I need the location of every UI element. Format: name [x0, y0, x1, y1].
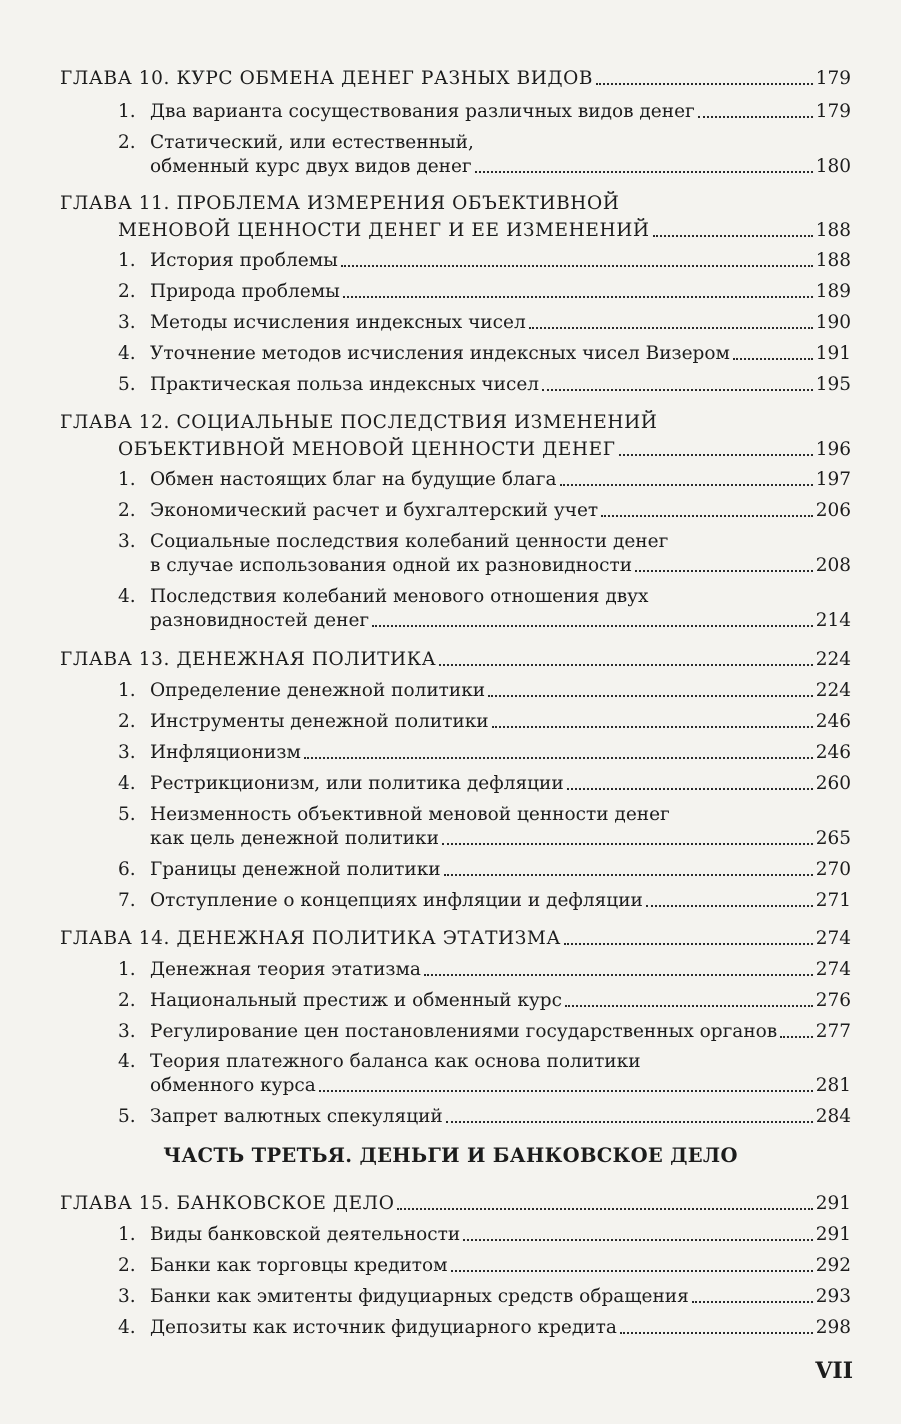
dot-leader — [653, 233, 813, 237]
dot-leader — [424, 972, 813, 976]
dot-leader — [341, 263, 813, 267]
toc-item-number: 4. — [118, 343, 136, 364]
toc-item-title: Запрет валютных спекуляций — [150, 1106, 443, 1127]
toc-chapter-title: ОБЪЕКТИВНОЙ МЕНОВОЙ ЦЕННОСТИ ДЕНЕГ — [118, 439, 616, 460]
toc-item-number: 1. — [118, 1224, 136, 1245]
toc-page-number: 224 — [815, 680, 851, 701]
toc-item-number: 3. — [118, 312, 136, 333]
toc-page-number: 206 — [815, 500, 851, 521]
toc-item-number: 5. — [118, 1106, 136, 1127]
dot-leader — [442, 841, 813, 845]
toc-page-number: 189 — [815, 281, 851, 302]
toc-page-number: 260 — [815, 773, 851, 794]
toc-item-row — [118, 547, 851, 577]
dot-leader — [692, 1299, 813, 1303]
toc-page-number: 196 — [815, 439, 851, 460]
toc-item-title: разновидностей денег — [150, 610, 370, 631]
toc-chapter-row — [118, 212, 851, 242]
toc-item-number: 4. — [118, 1317, 136, 1338]
toc-item-title: Отступление о концепциях инфляции и дефляции — [150, 890, 643, 911]
dot-leader — [475, 169, 813, 173]
toc-page-number: 246 — [815, 711, 851, 732]
dot-leader — [780, 1034, 812, 1038]
toc-item-title: Экономический расчет и бухгалтерский учет — [150, 500, 599, 521]
dot-leader — [529, 325, 813, 329]
toc-item-row — [118, 672, 851, 702]
toc-page-number: 179 — [815, 101, 851, 122]
dot-leader — [619, 452, 813, 456]
toc-item-number: 1. — [118, 469, 136, 490]
toc-item-row — [118, 982, 851, 1012]
toc-item-title: Последствия колебаний менового отношения двух — [150, 586, 649, 607]
dot-leader — [560, 482, 813, 486]
toc-chapter-title: ГЛАВА 11. ПРОБЛЕМА ИЗМЕРЕНИЯ ОБЪЕКТИВНОЙ — [60, 193, 620, 214]
toc-item-title: Практическая польза индексных чисел — [150, 374, 540, 395]
toc-item-row — [118, 492, 851, 522]
toc-item-title: в случае использования одной их разновидности — [150, 555, 633, 576]
toc-item-title: Два варианта сосуществования различных видов денег — [150, 101, 695, 122]
dot-leader — [343, 294, 813, 298]
toc-item-number: 2. — [118, 1255, 136, 1276]
toc-item-title: Уточнение методов исчисления индексных чисел Визером — [150, 343, 730, 364]
toc-item-number: 2. — [118, 281, 136, 302]
dot-leader — [488, 693, 813, 697]
toc-item-title: Виды банковской деятельности — [150, 1224, 461, 1245]
toc-item-number: 1. — [118, 101, 136, 122]
toc-item-number: 5. — [118, 374, 136, 395]
dot-leader — [463, 1237, 812, 1241]
dot-leader — [446, 1119, 813, 1123]
toc-page-number: 274 — [815, 928, 851, 949]
dot-leader — [444, 872, 813, 876]
toc-item-title: Границы денежной политики — [150, 859, 441, 880]
toc-item-title: Национальный престиж и обменный курс — [150, 990, 562, 1011]
toc-chapter-row — [60, 920, 851, 950]
toc-item-row — [118, 335, 851, 365]
toc-page-number: 276 — [815, 990, 851, 1011]
toc-page-number: 188 — [815, 220, 851, 241]
dot-leader — [451, 1268, 813, 1272]
toc-item-title: Денежная теория этатизма — [150, 959, 421, 980]
toc-page-number: 224 — [815, 649, 851, 670]
toc-chapter-title: ГЛАВА 14. ДЕНЕЖНАЯ ПОЛИТИКА ЭТАТИЗМА — [60, 928, 562, 949]
toc-page-number: 180 — [815, 156, 851, 177]
dot-leader — [596, 81, 813, 85]
dot-leader — [304, 755, 813, 759]
toc-item-row — [118, 734, 851, 764]
toc-item-number: 1. — [118, 680, 136, 701]
toc-item-row — [118, 703, 851, 733]
dot-leader — [698, 114, 813, 118]
toc-item-title: История проблемы — [150, 250, 338, 271]
toc-item-title: Регулирование цен постановлениями государственных органов — [150, 1021, 778, 1042]
toc-item-row — [118, 1098, 851, 1128]
toc-item-title: обменного курса — [150, 1075, 316, 1096]
toc-item-number: 7. — [118, 890, 136, 911]
toc-page-number: 293 — [815, 1286, 851, 1307]
toc-chapter-row — [60, 60, 851, 90]
toc-item-title: как цель денежной политики — [150, 828, 439, 849]
toc-item-title: Неизменность объективной меновой ценности денег — [150, 804, 670, 825]
toc-page-number: 195 — [815, 374, 851, 395]
toc-chapter-title: МЕНОВОЙ ЦЕННОСТИ ДЕНЕГ И ЕЕ ИЗМЕНЕНИЙ — [118, 220, 650, 241]
dot-leader — [564, 941, 813, 945]
toc-item-number: 1. — [118, 959, 136, 980]
toc-item-row — [118, 820, 851, 850]
toc-item-number: 3. — [118, 1286, 136, 1307]
toc-item-title: Обмен настоящих благ на будущие блага — [150, 469, 557, 490]
toc-item-number: 3. — [118, 1021, 136, 1042]
page-number: VII — [815, 1358, 853, 1384]
toc-item-row — [118, 882, 851, 912]
toc-item-title: Инфляционизм — [150, 742, 301, 763]
toc-page-number: 292 — [815, 1255, 851, 1276]
toc-chapter-title: ГЛАВА 15. БАНКОВСКОЕ ДЕЛО — [60, 1193, 395, 1214]
toc-item-row — [118, 1216, 851, 1246]
dot-leader — [620, 1330, 813, 1334]
toc-chapter-row — [60, 1185, 851, 1215]
toc-item-number: 5. — [118, 804, 136, 825]
toc-item-row — [118, 951, 851, 981]
toc-item-row — [118, 273, 851, 303]
toc-item-title: обменный курс двух видов денег — [150, 156, 472, 177]
toc-item-row — [118, 304, 851, 334]
toc-page-number: 291 — [815, 1193, 851, 1214]
toc-item-title: Банки как торговцы кредитом — [150, 1255, 448, 1276]
dot-leader — [635, 568, 813, 572]
dot-leader — [397, 1206, 812, 1210]
toc-page-number: 197 — [815, 469, 851, 490]
dot-leader — [567, 786, 813, 790]
toc-page-number: 270 — [815, 859, 851, 880]
toc-item-row — [118, 242, 851, 272]
dot-leader — [601, 513, 813, 517]
toc-page-number: 208 — [815, 555, 851, 576]
toc-chapter-title: ГЛАВА 10. КУРС ОБМЕНА ДЕНЕГ РАЗНЫХ ВИДОВ — [60, 68, 594, 89]
toc-page-number: 214 — [815, 610, 851, 631]
dot-leader — [319, 1088, 813, 1092]
toc-item-row — [118, 1309, 851, 1339]
dot-leader — [542, 387, 813, 391]
toc-page-number: 190 — [815, 312, 851, 333]
toc-item-title: Депозиты как источник фидуциарного кредита — [150, 1317, 617, 1338]
toc-item-row — [118, 461, 851, 491]
dot-leader — [733, 356, 813, 360]
toc-page-number: 246 — [815, 742, 851, 763]
toc-chapter-title: ГЛАВА 13. ДЕНЕЖНАЯ ПОЛИТИКА — [60, 649, 437, 670]
toc-item-number: 4. — [118, 1051, 136, 1072]
toc-item-row — [118, 366, 851, 396]
toc-item-number: 1. — [118, 250, 136, 271]
dot-leader — [492, 724, 813, 728]
dot-leader — [372, 623, 813, 627]
toc-page-number: 281 — [815, 1075, 851, 1096]
toc-item-title: Статический, или естественный, — [150, 132, 474, 153]
toc-item-number: 4. — [118, 773, 136, 794]
toc-page-number: 188 — [815, 250, 851, 271]
toc-item-number: 2. — [118, 132, 136, 153]
toc-chapter-row — [118, 431, 851, 461]
dot-leader — [565, 1003, 813, 1007]
toc-page-number: 179 — [815, 68, 851, 89]
toc-page-number: 277 — [815, 1021, 851, 1042]
toc-item-title: Рестрикционизм, или политика дефляции — [150, 773, 564, 794]
toc-item-number: 2. — [118, 990, 136, 1011]
toc-item-title: Природа проблемы — [150, 281, 340, 302]
toc-item-row — [118, 1067, 851, 1097]
toc-page-number: 298 — [815, 1317, 851, 1338]
dot-leader — [646, 903, 813, 907]
toc-item-number: 3. — [118, 531, 136, 552]
toc-item-row — [118, 851, 851, 881]
toc-item-number: 6. — [118, 859, 136, 880]
dot-leader — [439, 662, 812, 666]
toc-chapter-title: ГЛАВА 12. СОЦИАЛЬНЫЕ ПОСЛЕДСТВИЯ ИЗМЕНЕНИЙ — [60, 412, 658, 433]
toc-item-row — [118, 93, 851, 123]
toc-page-number: 284 — [815, 1106, 851, 1127]
toc-item-row — [118, 1247, 851, 1277]
part-heading: ЧАСТЬ ТРЕТЬЯ. ДЕНЬГИ И БАНКОВСКОЕ ДЕЛО — [163, 1144, 738, 1167]
toc-page-number: 191 — [815, 343, 851, 364]
toc-item-title: Методы исчисления индексных чисел — [150, 312, 526, 333]
toc-page-number: 274 — [815, 959, 851, 980]
toc-chapter-row — [60, 641, 851, 671]
toc-page-number: 271 — [815, 890, 851, 911]
toc-item-row — [118, 1013, 851, 1043]
toc-item-number: 2. — [118, 711, 136, 732]
toc-page-number: 291 — [815, 1224, 851, 1245]
toc-item-title: Теория платежного баланса как основа политики — [150, 1051, 641, 1072]
toc-item-row — [118, 602, 851, 632]
toc-chapter-row — [60, 404, 851, 434]
toc-item-title: Инструменты денежной политики — [150, 711, 489, 732]
toc-chapter-row — [60, 185, 851, 215]
toc-item-title: Определение денежной политики — [150, 680, 486, 701]
toc-item-title: Банки как эмитенты фидуциарных средств обращения — [150, 1286, 689, 1307]
toc-item-number: 2. — [118, 500, 136, 521]
toc-page-number: 265 — [815, 828, 851, 849]
toc-item-number: 4. — [118, 586, 136, 607]
toc-item-row — [118, 1278, 851, 1308]
toc-item-title: Социальные последствия колебаний ценности денег — [150, 531, 669, 552]
toc-item-number: 3. — [118, 742, 136, 763]
toc-item-row — [118, 148, 851, 178]
toc-item-row — [118, 765, 851, 795]
